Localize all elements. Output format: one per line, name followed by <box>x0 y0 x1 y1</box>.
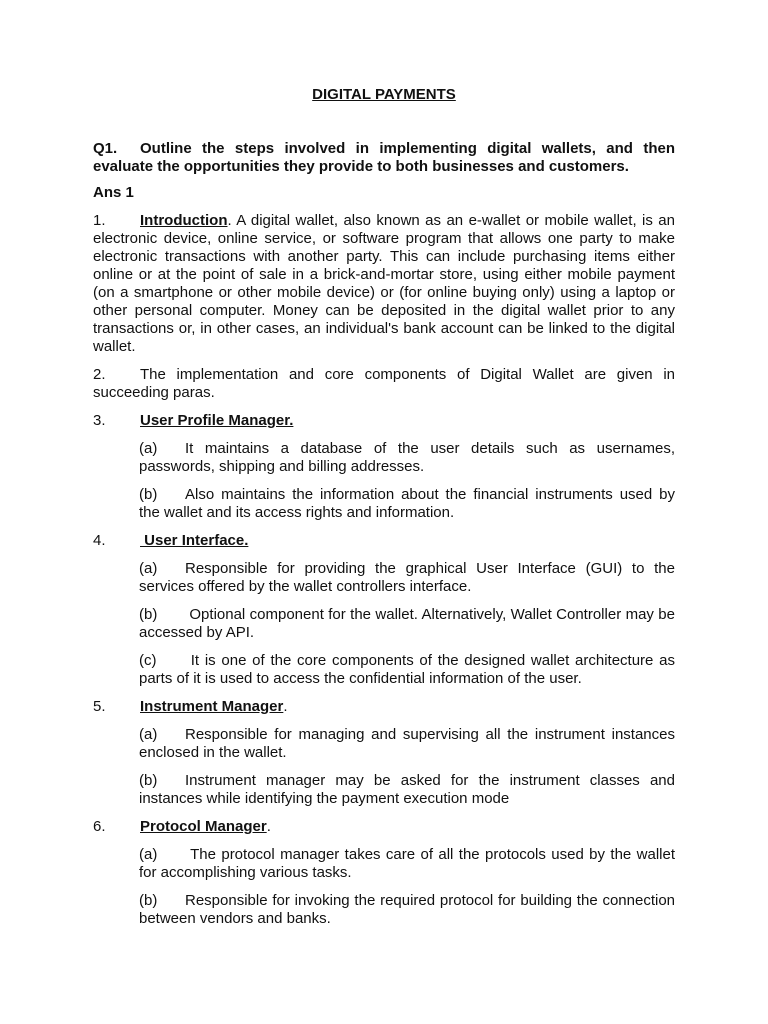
subparagraph-text: It is one of the core components of the designed wallet architecture as parts of it is used to access the confidential information of the user. <box>139 652 675 687</box>
paragraph-number: 4. <box>93 532 106 549</box>
subparagraph-text: Responsible for providing the graphical User Interface (GUI) to the services offered by the wallet controllers interface. <box>139 560 675 595</box>
subparagraph-label: (b) <box>139 892 158 909</box>
subparagraph-label: (c) <box>139 652 157 669</box>
subparagraph-4a <box>139 560 675 596</box>
paragraph-number: 1. <box>93 212 106 229</box>
paragraph-heading: Instrument Manager <box>140 698 284 715</box>
subparagraph-4b <box>139 606 675 642</box>
subparagraph-3a <box>139 440 675 476</box>
subparagraph-label: (a) <box>139 560 158 577</box>
question-text: Outline the steps involved in implementing digital wallets, and then evaluate the opportunities they provide to both businesses and customers. <box>93 140 675 175</box>
subparagraph-text: Responsible for invoking the required protocol for building the connection between vendors and banks. <box>139 892 675 927</box>
paragraph-3 <box>93 412 675 430</box>
paragraph-heading-tail: . <box>283 698 288 715</box>
subparagraph-5b <box>139 772 675 808</box>
subparagraph-3b <box>139 486 675 522</box>
subparagraph-label: (a) <box>139 440 158 457</box>
paragraph-text: . A digital wallet, also known as an e-wallet or mobile wallet, is an electronic device, online service, or software program that allows one party to make electronic transactions with another party. This can include purchasing items either online or at the point of sale in a brick-and-mortar store, using either mobile payment (on a smartphone or other mobile device) or (for online buying only) using a laptop or other personal computer. Money can be deposited in the digital wallet prior to any transactions or, in other cases, an individual's bank account can be linked to the digital wallet. <box>93 212 675 355</box>
subparagraph-text: Optional component for the wallet. Alternatively, Wallet Controller may be accessed by API. <box>139 606 675 641</box>
subparagraph-label: (a) <box>139 726 158 743</box>
subparagraph-text: The protocol manager takes care of all the protocols used by the wallet for accomplishing various tasks. <box>139 846 675 881</box>
subparagraph-label: (b) <box>139 772 158 789</box>
question-number: Q1. <box>93 140 118 157</box>
question <box>93 140 675 176</box>
paragraph-number: 2. <box>93 366 106 383</box>
paragraph-heading: User Interface. <box>140 532 249 549</box>
paragraph-4 <box>93 532 675 550</box>
subparagraph-5a <box>139 726 675 762</box>
paragraph-number: 5. <box>93 698 106 715</box>
subparagraph-label: (b) <box>139 486 158 503</box>
paragraph-heading: Protocol Manager <box>140 818 267 835</box>
paragraph-heading-tail: . <box>266 818 271 835</box>
paragraph-6 <box>93 818 675 836</box>
document-title: DIGITAL PAYMENTS <box>312 86 456 103</box>
subparagraph-6a <box>139 846 675 882</box>
paragraph-text: The implementation and core components of Digital Wallet are given in succeeding paras. <box>93 366 675 401</box>
subparagraph-6b <box>139 892 675 928</box>
document-page <box>93 86 675 938</box>
paragraph-number: 6. <box>93 818 106 835</box>
answer-label: Ans 1 <box>93 184 134 201</box>
paragraph-number: 3. <box>93 412 106 429</box>
paragraph-heading: User Profile Manager. <box>140 412 294 429</box>
subparagraph-text: It maintains a database of the user details such as usernames, passwords, shipping and billing addresses. <box>139 440 675 475</box>
subparagraph-4c <box>139 652 675 688</box>
paragraph-heading: Introduction <box>140 212 228 229</box>
subparagraph-label: (b) <box>139 606 158 623</box>
paragraph-1 <box>93 212 675 356</box>
paragraph-2 <box>93 366 675 402</box>
subparagraph-text: Responsible for managing and supervising all the instrument instances enclosed in the wallet. <box>139 726 675 761</box>
subparagraph-label: (a) <box>139 846 158 863</box>
paragraph-5 <box>93 698 675 716</box>
subparagraph-text: Also maintains the information about the financial instruments used by the wallet and its access rights and information. <box>139 486 675 521</box>
subparagraph-text: Instrument manager may be asked for the instrument classes and instances while identifying the payment execution mode <box>139 772 675 807</box>
